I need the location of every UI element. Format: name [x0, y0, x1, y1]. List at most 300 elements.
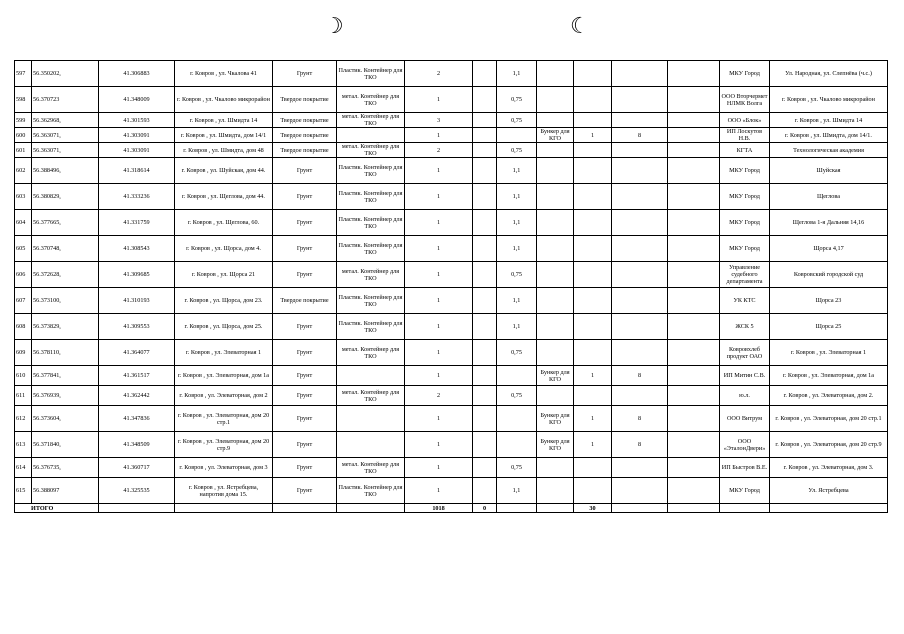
cell-container-count: 1	[405, 406, 473, 432]
cell-container-volume: 1,1	[497, 184, 537, 210]
cell-container-volume: 0,75	[497, 262, 537, 288]
cell-latitude: 56.350202,	[32, 61, 99, 87]
table-row	[15, 478, 888, 504]
table-row	[15, 143, 888, 158]
table-row	[15, 340, 888, 366]
cell-number: 599	[15, 113, 32, 128]
cell-served-objects: г. Ковров , ул. Элеваторная, дом 1а	[770, 366, 888, 386]
cell-owner: МКУ Город	[720, 184, 770, 210]
cell-latitude: 56.363071,	[32, 128, 99, 143]
cell-latitude: 56.376939,	[32, 386, 99, 406]
cell-number: 613	[15, 432, 32, 458]
cell-bunker-volume	[612, 113, 668, 128]
cell-longitude: 41.310193	[99, 288, 175, 314]
cell-planned-count	[473, 340, 497, 366]
cell-bunker-count	[574, 458, 612, 478]
cell-number: 607	[15, 288, 32, 314]
cell-container-volume: 0,75	[497, 113, 537, 128]
cell-empty	[668, 406, 720, 432]
cell-empty	[668, 478, 720, 504]
cell-owner: ООО Вторчермет НЛМК Волга	[720, 87, 770, 113]
cell-surface: Грунт	[273, 406, 337, 432]
cell-address: г. Ковров , ул. Чкалово микрорайон	[175, 87, 273, 113]
cell-latitude: 56.388097	[32, 478, 99, 504]
cell-bunker-volume: 8	[612, 432, 668, 458]
cell-bunker-type	[537, 478, 574, 504]
cell-planned-count	[473, 143, 497, 158]
cell-owner: МКУ Город	[720, 210, 770, 236]
cell-number: 606	[15, 262, 32, 288]
cell-bunker-type	[537, 458, 574, 478]
cell-latitude: 56.377665,	[32, 210, 99, 236]
total-bunker-count: 30	[574, 504, 612, 513]
cell-container-type: Пластик. Контейнер для ТКО	[337, 288, 405, 314]
cell-bunker-type	[537, 87, 574, 113]
cell-container-count: 1	[405, 478, 473, 504]
cell-address: г. Ковров , ул. Шмидта, дом 14/1	[175, 128, 273, 143]
cell-served-objects: Ковровский городской суд	[770, 262, 888, 288]
cell-address: г. Ковров , ул. Щорса, дом 4.	[175, 236, 273, 262]
cell-container-volume: 1,1	[497, 158, 537, 184]
cell-container-type: метал. Контейнер для ТКО	[337, 340, 405, 366]
cell-empty	[668, 113, 720, 128]
cell-empty	[273, 504, 337, 513]
cell-planned-count	[473, 158, 497, 184]
table-body	[15, 61, 888, 513]
cell-owner: ИП Митин С.В.	[720, 366, 770, 386]
cell-bunker-volume	[612, 210, 668, 236]
cell-container-count: 1	[405, 432, 473, 458]
cell-planned-count	[473, 288, 497, 314]
cell-number: 598	[15, 87, 32, 113]
cell-empty	[668, 210, 720, 236]
cell-bunker-volume	[612, 288, 668, 314]
cell-container-type: Пластик. Контейнер для ТКО	[337, 478, 405, 504]
cell-surface: Грунт	[273, 262, 337, 288]
cell-owner: ю.л.	[720, 386, 770, 406]
table-row	[15, 262, 888, 288]
cell-bunker-count: 1	[574, 366, 612, 386]
cell-container-count: 1	[405, 184, 473, 210]
cell-container-type: Пластик. Контейнер для ТКО	[337, 158, 405, 184]
cell-container-count: 1	[405, 314, 473, 340]
cell-bunker-type	[537, 113, 574, 128]
cell-bunker-volume	[612, 61, 668, 87]
table-row	[15, 61, 888, 87]
cell-owner: ООО «ЭталонДвери»	[720, 432, 770, 458]
cell-bunker-count	[574, 184, 612, 210]
cell-bunker-count: 1	[574, 128, 612, 143]
cell-container-volume: 0,75	[497, 458, 537, 478]
cell-address: г. Ковров , ул. Шмидта, дом 48	[175, 143, 273, 158]
cell-planned-count	[473, 210, 497, 236]
cell-bunker-type	[537, 184, 574, 210]
cell-bunker-count	[574, 61, 612, 87]
cell-number: 600	[15, 128, 32, 143]
cell-number: 609	[15, 340, 32, 366]
cell-served-objects: Ул. Ястребцева	[770, 478, 888, 504]
cell-bunker-count	[574, 158, 612, 184]
cell-latitude: 56.371840,	[32, 432, 99, 458]
cell-empty	[668, 158, 720, 184]
cell-container-type: Пластик. Контейнер для ТКО	[337, 61, 405, 87]
cell-container-type: Пластик. Контейнер для ТКО	[337, 210, 405, 236]
cell-bunker-count: 1	[574, 432, 612, 458]
cell-latitude: 56.380829,	[32, 184, 99, 210]
total-row	[15, 504, 888, 513]
cell-served-objects: г. Ковров , ул. Шмидта, дом 14/1.	[770, 128, 888, 143]
cell-surface: Грунт	[273, 236, 337, 262]
cell-empty	[668, 366, 720, 386]
cell-bunker-count: 1	[574, 406, 612, 432]
cell-latitude: 56.373100,	[32, 288, 99, 314]
cell-served-objects: г. Ковров , ул. Элеваторная, дом 3.	[770, 458, 888, 478]
cell-planned-count	[473, 432, 497, 458]
cell-container-count: 1	[405, 210, 473, 236]
cell-planned-count	[473, 458, 497, 478]
cell-address: г. Ковров , ул. Элеваторная, дом 1а	[175, 366, 273, 386]
cell-surface: Грунт	[273, 184, 337, 210]
cell-container-count: 3	[405, 113, 473, 128]
cell-bunker-count	[574, 143, 612, 158]
cell-served-objects: Щорса 25	[770, 314, 888, 340]
cell-address: г. Ковров , ул. Щорса 21	[175, 262, 273, 288]
cell-empty	[668, 288, 720, 314]
cell-surface: Грунт	[273, 210, 337, 236]
cell-container-type: Пластик. Контейнер для ТКО	[337, 236, 405, 262]
table-row	[15, 386, 888, 406]
cell-owner: ИП Быстров В.Е.	[720, 458, 770, 478]
cell-container-count: 2	[405, 61, 473, 87]
cell-planned-count	[473, 386, 497, 406]
cell-bunker-type	[537, 314, 574, 340]
cell-bunker-type	[537, 386, 574, 406]
cell-bunker-count	[574, 314, 612, 340]
cell-bunker-volume	[612, 158, 668, 184]
cell-latitude: 56.373829,	[32, 314, 99, 340]
cell-planned-count	[473, 113, 497, 128]
cell-number: 597	[15, 61, 32, 87]
cell-planned-count	[473, 87, 497, 113]
cell-number: 615	[15, 478, 32, 504]
cell-container-count: 1	[405, 288, 473, 314]
total-planned-count: 0	[473, 504, 497, 513]
cell-container-type	[337, 366, 405, 386]
cell-address: г. Ковров , ул. Элеваторная, дом 20 стр.9	[175, 432, 273, 458]
cell-longitude: 41.301593	[99, 113, 175, 128]
cell-surface: Грунт	[273, 158, 337, 184]
cell-surface: Твердое покрытие	[273, 87, 337, 113]
cell-planned-count	[473, 406, 497, 432]
cell-bunker-type	[537, 262, 574, 288]
cell-planned-count	[473, 366, 497, 386]
cell-empty	[668, 340, 720, 366]
cell-number: 602	[15, 158, 32, 184]
cell-surface: Грунт	[273, 340, 337, 366]
cell-bunker-count	[574, 386, 612, 406]
cell-bunker-count	[574, 288, 612, 314]
cell-container-type: Пластик. Контейнер для ТКО	[337, 314, 405, 340]
table-row	[15, 458, 888, 478]
cell-number: 603	[15, 184, 32, 210]
cell-empty	[497, 504, 537, 513]
cell-container-count: 1	[405, 236, 473, 262]
cell-latitude: 56.388496,	[32, 158, 99, 184]
cell-owner: ЖСК 5	[720, 314, 770, 340]
cell-surface: Грунт	[273, 458, 337, 478]
cell-number: 608	[15, 314, 32, 340]
cell-owner: МКУ Город	[720, 158, 770, 184]
cell-container-volume: 0,75	[497, 386, 537, 406]
cell-latitude: 56.370748,	[32, 236, 99, 262]
cell-bunker-volume	[612, 340, 668, 366]
cell-bunker-type	[537, 143, 574, 158]
cell-number: 614	[15, 458, 32, 478]
cell-container-type: метал. Контейнер для ТКО	[337, 458, 405, 478]
binding-mark-right: ☾	[570, 14, 590, 39]
cell-bunker-type	[537, 61, 574, 87]
cell-container-volume: 0,75	[497, 87, 537, 113]
cell-latitude: 56.377841,	[32, 366, 99, 386]
cell-container-count: 1	[405, 340, 473, 366]
cell-longitude: 41.325535	[99, 478, 175, 504]
cell-address: г. Ковров , ул. Элеваторная, дом 2	[175, 386, 273, 406]
cell-bunker-volume	[612, 262, 668, 288]
cell-longitude: 41.364077	[99, 340, 175, 366]
cell-container-type: метал. Контейнер для ТКО	[337, 87, 405, 113]
cell-number: 601	[15, 143, 32, 158]
cell-served-objects: г. Ковров , ул. Элеваторная, дом 20 стр.1	[770, 406, 888, 432]
cell-bunker-volume	[612, 143, 668, 158]
cell-served-objects: Шуйская	[770, 158, 888, 184]
cell-container-count: 1	[405, 262, 473, 288]
cell-container-count: 1	[405, 366, 473, 386]
cell-served-objects: г. Ковров , ул. Чкалово микрорайон	[770, 87, 888, 113]
cell-container-type: метал. Контейнер для ТКО	[337, 113, 405, 128]
cell-served-objects: Щорса 4,17	[770, 236, 888, 262]
cell-container-volume: 0,75	[497, 340, 537, 366]
cell-container-volume	[497, 128, 537, 143]
cell-empty	[770, 504, 888, 513]
cell-bunker-volume	[612, 87, 668, 113]
total-container-count: 1018	[405, 504, 473, 513]
cell-owner: ИП Лоскутов Н.В.	[720, 128, 770, 143]
cell-empty	[668, 314, 720, 340]
cell-address: г. Ковров , ул. Щеглова, 60.	[175, 210, 273, 236]
cell-planned-count	[473, 184, 497, 210]
cell-latitude: 56.373604,	[32, 406, 99, 432]
cell-owner: ООО «Блок»	[720, 113, 770, 128]
cell-bunker-count	[574, 478, 612, 504]
cell-latitude: 56.376735,	[32, 458, 99, 478]
cell-empty	[668, 504, 720, 513]
cell-bunker-count	[574, 210, 612, 236]
cell-empty	[668, 143, 720, 158]
cell-surface: Твердое покрытие	[273, 143, 337, 158]
cell-latitude: 56.362968,	[32, 113, 99, 128]
cell-number: 604	[15, 210, 32, 236]
cell-bunker-type: Бункер для КГО	[537, 406, 574, 432]
cell-owner: МКУ Город	[720, 61, 770, 87]
cell-owner: Ковровхлеб продукт ОАО	[720, 340, 770, 366]
table-row	[15, 314, 888, 340]
cell-bunker-count	[574, 340, 612, 366]
cell-longitude: 41.348009	[99, 87, 175, 113]
cell-longitude: 41.331759	[99, 210, 175, 236]
table-row	[15, 210, 888, 236]
cell-container-type	[337, 128, 405, 143]
cell-container-type	[337, 432, 405, 458]
cell-bunker-volume	[612, 478, 668, 504]
cell-address: г. Ковров , ул. Шуйская, дом 44.	[175, 158, 273, 184]
cell-container-volume: 1,1	[497, 314, 537, 340]
cell-bunker-count	[574, 236, 612, 262]
cell-empty	[175, 504, 273, 513]
cell-longitude: 41.303091	[99, 128, 175, 143]
cell-longitude: 41.347836	[99, 406, 175, 432]
cell-bunker-count	[574, 113, 612, 128]
cell-longitude: 41.333236	[99, 184, 175, 210]
cell-served-objects: г. Ковров , ул. Элеваторная, дом 20 стр.9	[770, 432, 888, 458]
cell-address: г. Ковров , ул. Элеваторная 1	[175, 340, 273, 366]
cell-bunker-volume: 8	[612, 366, 668, 386]
cell-empty	[668, 432, 720, 458]
cell-bunker-count	[574, 262, 612, 288]
table-row	[15, 158, 888, 184]
cell-empty	[668, 262, 720, 288]
cell-number: 605	[15, 236, 32, 262]
cell-longitude: 41.306883	[99, 61, 175, 87]
cell-container-count: 1	[405, 128, 473, 143]
cell-empty	[99, 504, 175, 513]
cell-longitude: 41.309685	[99, 262, 175, 288]
cell-served-objects: Технологическая академия	[770, 143, 888, 158]
cell-planned-count	[473, 61, 497, 87]
cell-address: г. Ковров , ул. Щорса, дом 23.	[175, 288, 273, 314]
cell-empty	[668, 128, 720, 143]
cell-container-count: 1	[405, 87, 473, 113]
cell-address: г. Ковров , ул. Ястребцева, напротив дома 15.	[175, 478, 273, 504]
cell-surface: Твердое покрытие	[273, 288, 337, 314]
cell-planned-count	[473, 478, 497, 504]
cell-longitude: 41.362442	[99, 386, 175, 406]
cell-bunker-type	[537, 340, 574, 366]
cell-served-objects: Щеглова 1-я Дальняя 14,16	[770, 210, 888, 236]
cell-bunker-volume	[612, 386, 668, 406]
cell-bunker-type	[537, 236, 574, 262]
cell-container-volume: 1,1	[497, 210, 537, 236]
cell-latitude: 56.372628,	[32, 262, 99, 288]
cell-served-objects: Ул. Народная, ул. Слепнёва (ч.с.)	[770, 61, 888, 87]
cell-planned-count	[473, 314, 497, 340]
cell-owner: УК КТС	[720, 288, 770, 314]
cell-planned-count	[473, 128, 497, 143]
cell-owner: ООО Витрум	[720, 406, 770, 432]
cell-container-volume: 0,75	[497, 143, 537, 158]
cell-bunker-type: Бункер для КГО	[537, 432, 574, 458]
table-row	[15, 236, 888, 262]
cell-empty	[720, 504, 770, 513]
cell-container-type: метал. Контейнер для ТКО	[337, 262, 405, 288]
cell-longitude: 41.303091	[99, 143, 175, 158]
cell-container-type	[337, 406, 405, 432]
cell-bunker-type	[537, 158, 574, 184]
cell-empty	[668, 458, 720, 478]
cell-latitude: 56.370723	[32, 87, 99, 113]
cell-owner: МКУ Город	[720, 478, 770, 504]
cell-bunker-volume	[612, 458, 668, 478]
cell-surface: Грунт	[273, 314, 337, 340]
binding-mark-left: ☽	[324, 14, 344, 39]
table-row	[15, 113, 888, 128]
cell-container-count: 2	[405, 386, 473, 406]
cell-container-count: 2	[405, 143, 473, 158]
cell-empty	[337, 504, 405, 513]
cell-planned-count	[473, 236, 497, 262]
cell-owner: КГТА	[720, 143, 770, 158]
cell-surface: Грунт	[273, 366, 337, 386]
cell-address: г. Ковров , ул. Элеваторная, дом 20 стр.1	[175, 406, 273, 432]
cell-empty	[668, 61, 720, 87]
cell-bunker-type	[537, 288, 574, 314]
table-row	[15, 87, 888, 113]
container-sites-table	[14, 60, 888, 513]
cell-address: г. Ковров , ул. Щорса, дом 25.	[175, 314, 273, 340]
cell-empty	[612, 504, 668, 513]
cell-address: г. Ковров , ул. Элеваторная, дом 3	[175, 458, 273, 478]
cell-owner: МКУ Город	[720, 236, 770, 262]
cell-container-type: Пластик. Контейнер для ТКО	[337, 184, 405, 210]
cell-surface: Грунт	[273, 432, 337, 458]
cell-container-volume: 1,1	[497, 236, 537, 262]
cell-container-count: 1	[405, 158, 473, 184]
cell-surface: Твердое покрытие	[273, 128, 337, 143]
cell-container-volume: 1,1	[497, 288, 537, 314]
cell-latitude: 56.378110,	[32, 340, 99, 366]
cell-planned-count	[473, 262, 497, 288]
cell-empty	[668, 184, 720, 210]
cell-owner: Управление судебного департамента	[720, 262, 770, 288]
cell-longitude: 41.309553	[99, 314, 175, 340]
cell-container-count: 1	[405, 458, 473, 478]
cell-bunker-volume	[612, 314, 668, 340]
cell-container-type: метал. Контейнер для ТКО	[337, 143, 405, 158]
cell-address: г. Ковров , ул. Щеглова, дом 44.	[175, 184, 273, 210]
total-label: ИТОГО	[15, 504, 99, 513]
cell-served-objects: г. Ковров , ул. Шмидта 14	[770, 113, 888, 128]
cell-empty	[668, 386, 720, 406]
cell-latitude: 56.363071,	[32, 143, 99, 158]
cell-surface: Грунт	[273, 61, 337, 87]
cell-longitude: 41.308543	[99, 236, 175, 262]
cell-container-volume: 1,1	[497, 478, 537, 504]
cell-number: 611	[15, 386, 32, 406]
cell-bunker-volume	[612, 236, 668, 262]
table-row	[15, 432, 888, 458]
cell-served-objects: г. Ковров , ул. Элеваторная 1	[770, 340, 888, 366]
table-row	[15, 366, 888, 386]
cell-address: г. Ковров , ул. Чкалова 41	[175, 61, 273, 87]
cell-longitude: 41.318614	[99, 158, 175, 184]
cell-number: 610	[15, 366, 32, 386]
cell-empty	[668, 87, 720, 113]
cell-bunker-count	[574, 87, 612, 113]
cell-bunker-type	[537, 210, 574, 236]
cell-empty	[668, 236, 720, 262]
cell-bunker-volume: 8	[612, 406, 668, 432]
cell-number: 612	[15, 406, 32, 432]
cell-container-type: метал. Контейнер для ТКО	[337, 386, 405, 406]
